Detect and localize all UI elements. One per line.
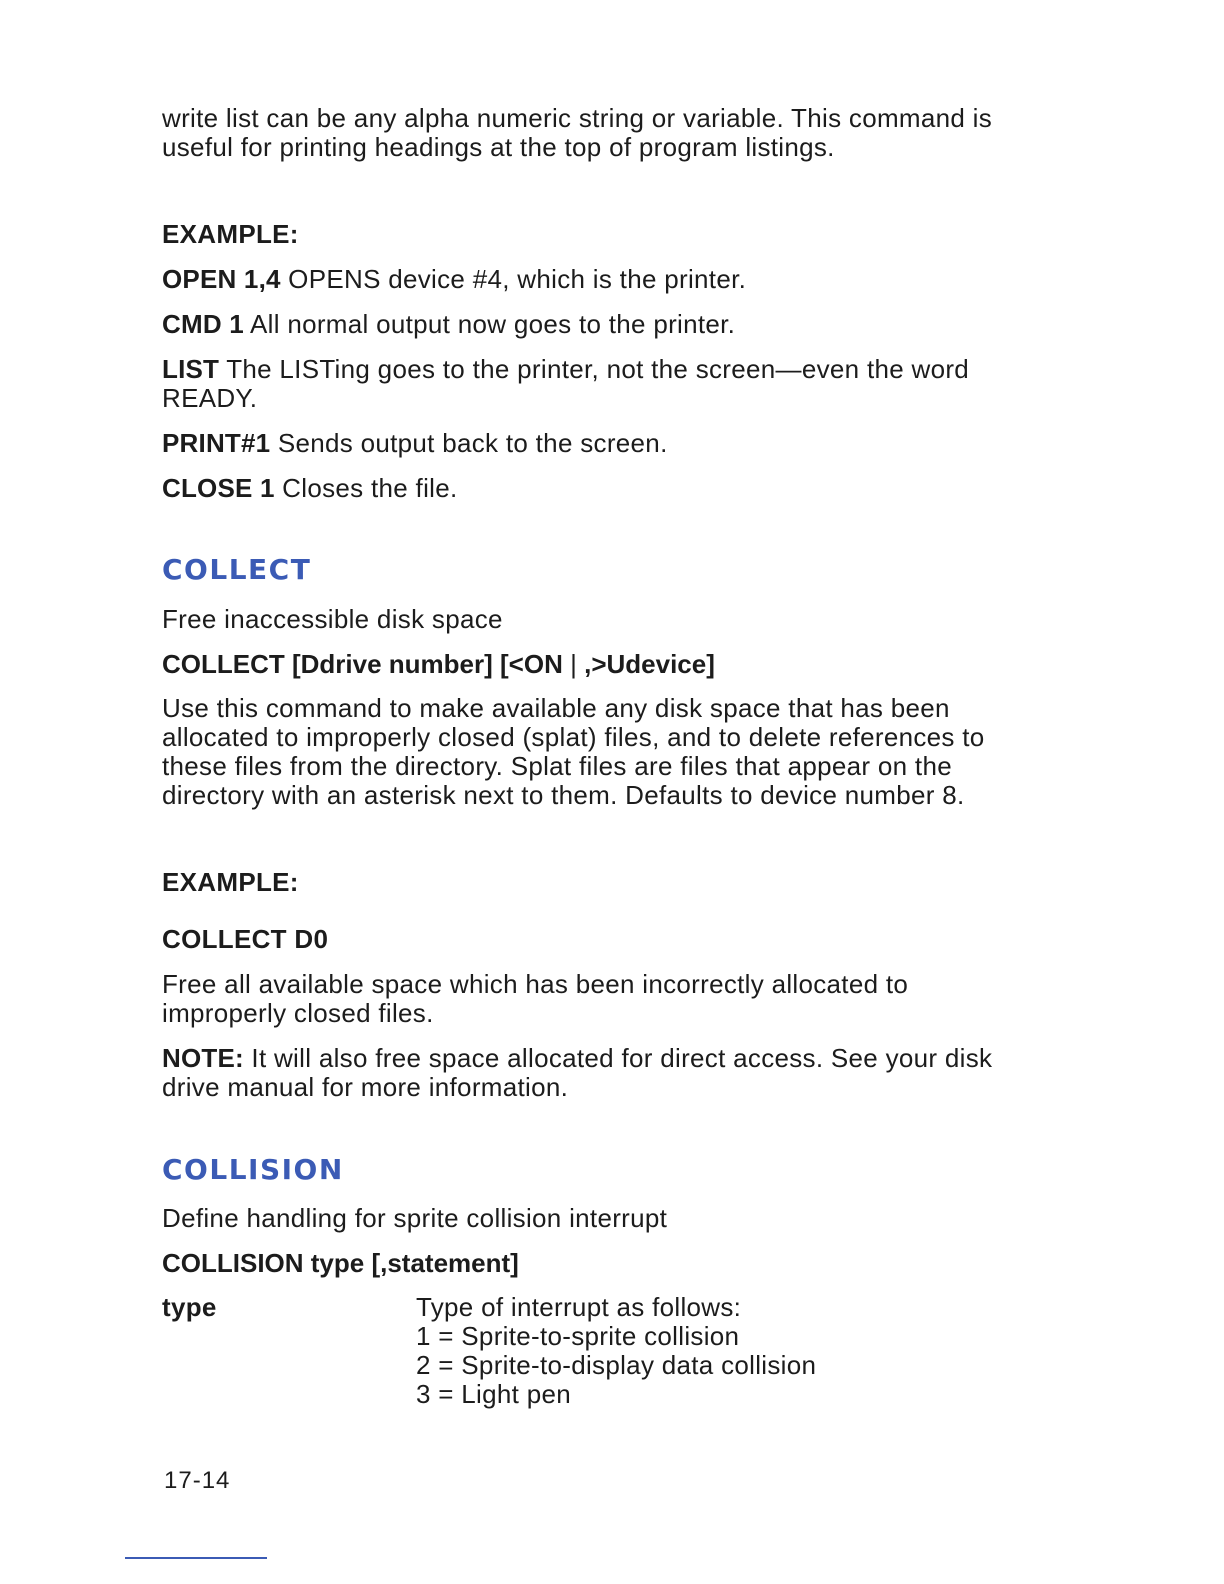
example-line-open: [162, 265, 1002, 294]
command-description: All normal output now goes to the printer.: [243, 309, 736, 339]
example-line-list: [162, 355, 1002, 413]
note-text: It will also free space allocated for direct access. See your disk drive manual for more information.: [162, 1043, 993, 1102]
note-label: NOTE:: [162, 1043, 244, 1073]
command-description: The LISTing goes to the printer, not the screen—even the word READY.: [162, 354, 970, 413]
command-keyword: CMD 1: [162, 309, 244, 339]
collision-syntax: COLLISION type [,statement]: [162, 1248, 519, 1278]
param-description: [416, 1293, 976, 1409]
command-keyword: CLOSE 1: [162, 473, 275, 503]
collision-summary: Define handling for sprite collision interrupt: [162, 1203, 668, 1233]
collect-summary: Free inaccessible disk space: [162, 604, 503, 634]
param-line: Type of interrupt as follows:: [416, 1292, 742, 1322]
collect-example-text: Free all available space which has been incorrectly allocated to improperly closed files.: [162, 969, 909, 1028]
syntax-separator: |: [570, 649, 577, 679]
command-keyword: OPEN 1,4: [162, 264, 281, 294]
bottom-rule: [125, 1557, 267, 1559]
collision-heading: COLLISION: [162, 1153, 344, 1186]
collect-syntax-part-2: ,>Udevice]: [584, 649, 715, 679]
param-line: 3 = Light pen: [416, 1379, 571, 1409]
collect-heading: COLLECT: [162, 553, 312, 586]
example-line-print: [162, 429, 1002, 458]
example-line-close: [162, 474, 1002, 503]
command-description: Closes the file.: [274, 473, 458, 503]
intro-paragraph: write list can be any alpha numeric string or variable. This command is useful for printing headings at the top of program listings.: [162, 103, 993, 162]
collect-description: Use this command to make available any disk space that has been allocated to improperly closed (splat) files, and to delete references to these files from the directory. Splat files are files that appear on the directory with an asterisk next to them. Defaults to device number 8.: [162, 693, 985, 810]
param-line: 2 = Sprite-to-display data collision: [416, 1350, 817, 1380]
param-name-type: type: [162, 1292, 217, 1322]
example-label: EXAMPLE:: [162, 219, 299, 249]
collect-note: [162, 1044, 1002, 1102]
collect-syntax: [162, 650, 1002, 679]
command-description: OPENS device #4, which is the printer.: [280, 264, 747, 294]
collect-example-command: COLLECT D0: [162, 924, 329, 954]
collect-syntax-part-1: COLLECT [Ddrive number] [<ON: [162, 649, 563, 679]
command-keyword: LIST: [162, 354, 220, 384]
command-description: Sends output back to the screen.: [270, 428, 668, 458]
command-keyword: PRINT#1: [162, 428, 271, 458]
page-number: 17-14: [164, 1467, 231, 1494]
collect-example-label: EXAMPLE:: [162, 867, 299, 897]
param-line: 1 = Sprite-to-sprite collision: [416, 1321, 740, 1351]
example-line-cmd: [162, 310, 1002, 339]
